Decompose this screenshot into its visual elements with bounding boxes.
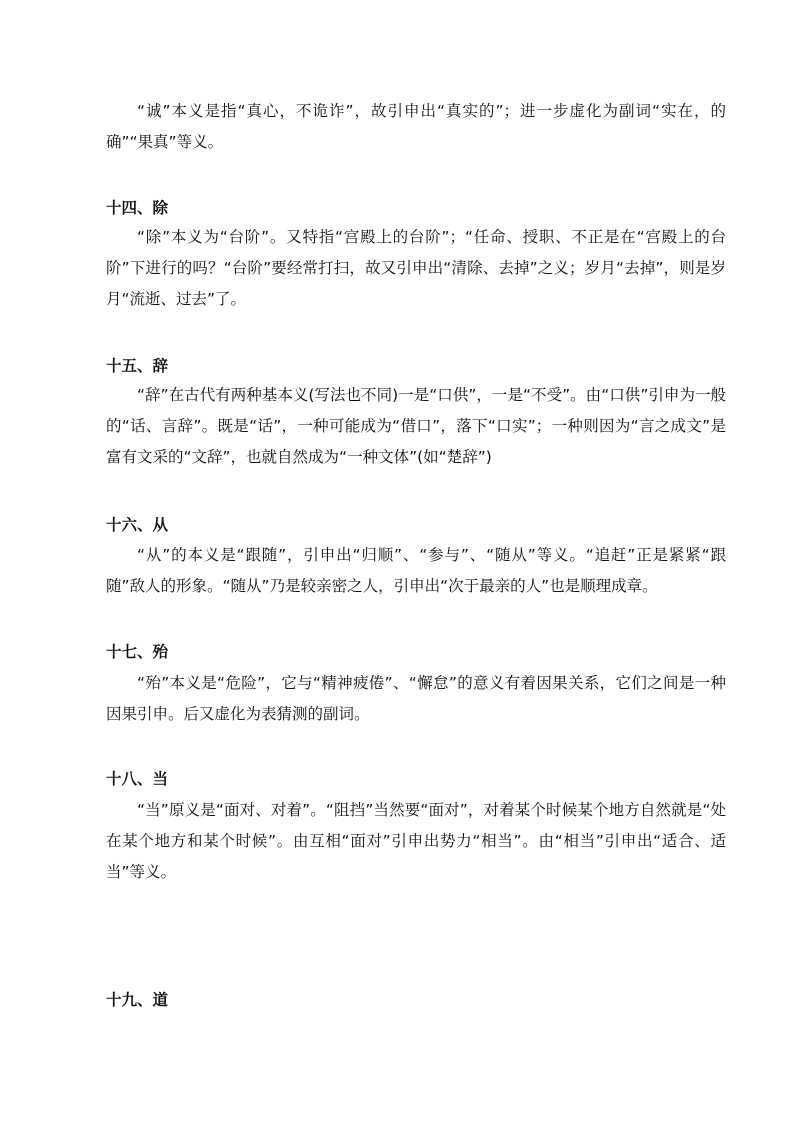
section-heading-18: 十八、当 <box>106 770 169 788</box>
section-body-18: “当”原义是“面对、对着”。“阻挡”当然要“面对”，对着某个时候某个地方自然就是“处在某个地方和某个时候”。由互相“面对”引申出势力“相当”。由“相当”引申出“适合、适当”等义。 <box>106 801 726 881</box>
section-heading-19: 十九、道 <box>106 991 169 1009</box>
section-body-16: “从”的本义是“跟随”，引申出“归顺”、“参与”、“随从”等义。“追赶”正是紧紧“跟随”敌人的形象。“随从”乃是较亲密之人，引申出“次于最亲的人”也是顺理成章。 <box>106 546 726 595</box>
section-body-14: “除”本义为“台阶”。又特指“宫殿上的台阶”；“任命、授职、不正是在“宫殿上的台阶”下进行的吗？“台阶”要经常打扫，故又引申出“清除、去掉”之义；岁月“去掉”，则是岁月“流逝、过去”了。 <box>106 228 726 308</box>
section-body-17: “殆”本义是“危险”，它与“精神疲倦”、“懈怠”的意义有着因果关系，它们之间是一种因果引申。后又虚化为表猜测的副词。 <box>106 674 726 723</box>
section-heading-14: 十四、除 <box>106 199 169 217</box>
section-body-15: “辞”在古代有两种基本义(写法也不同)一是“口供”，一是“不受”。由“口供”引申为一般的“话、言辞”。既是“话”，一种可能成为“借口”，落下“口实”；一种则因为“言之成文”是富有文采的“文辞”，也就自然成为“一种文体”(如“楚辞”) <box>106 386 726 466</box>
section-heading-16: 十六、从 <box>106 516 169 534</box>
intro-paragraph: “诚”本义是指“真心，不诡诈”，故引申出“真实的”；进一步虚化为副词“实在，的确”“果真”等义。 <box>106 102 726 151</box>
section-heading-17: 十七、殆 <box>106 643 169 661</box>
section-heading-15: 十五、辞 <box>106 357 169 375</box>
